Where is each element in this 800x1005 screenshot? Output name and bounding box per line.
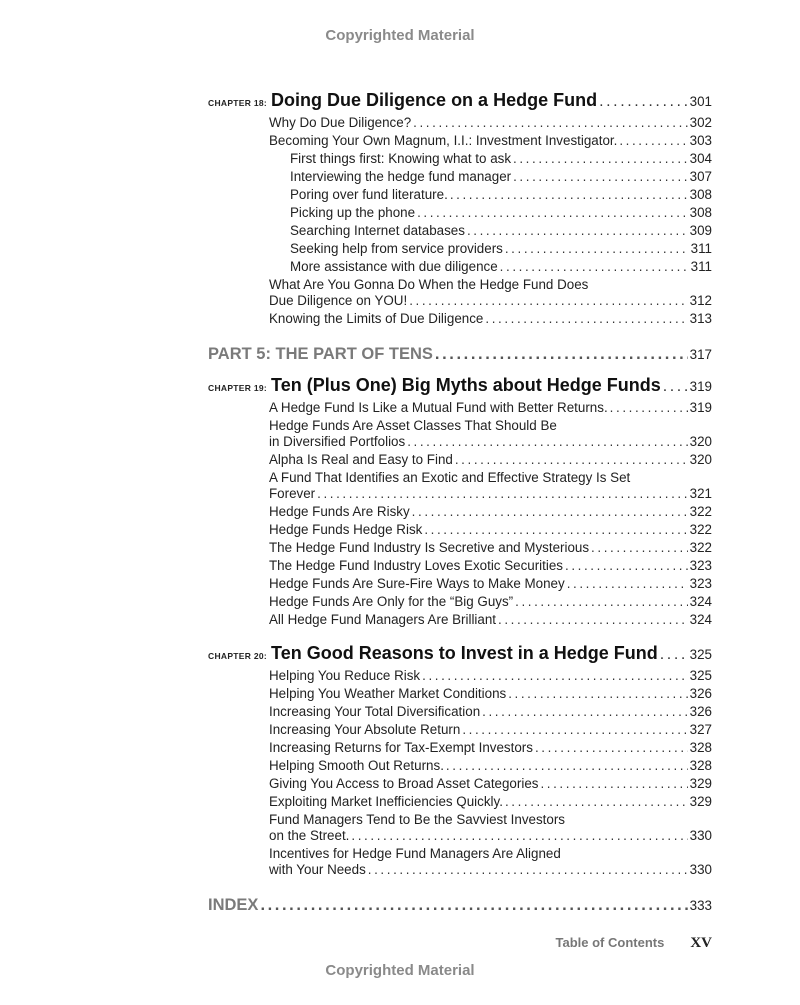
entry-text: Fund Managers Tend to Be the Savviest Investors <box>269 812 565 827</box>
page-number: 322 <box>689 504 712 519</box>
toc-entry[interactable] <box>208 775 712 793</box>
toc-entry[interactable] <box>208 204 712 222</box>
entry-text: Helping You Weather Market Conditions <box>269 686 507 701</box>
entry-text: The Hedge Fund Industry Is Secretive and Mysterious <box>269 540 590 555</box>
toc-entry[interactable] <box>208 539 712 557</box>
dot-leader <box>513 151 688 167</box>
page-number: 329 <box>689 794 712 809</box>
toc-entry[interactable] <box>208 721 712 739</box>
toc-entry[interactable] <box>208 811 712 845</box>
dot-leader <box>424 522 687 538</box>
dot-leader <box>567 576 688 592</box>
chapter-label: CHAPTER 19: <box>208 383 268 393</box>
dot-leader <box>467 223 688 239</box>
dot-leader <box>508 686 687 702</box>
dot-leader <box>462 722 687 738</box>
dot-leader <box>513 169 688 185</box>
toc-entry[interactable] <box>208 503 712 521</box>
toc-entry[interactable] <box>208 310 712 328</box>
entry-text: Increasing Your Absolute Return <box>269 722 461 737</box>
page-footer <box>556 935 712 952</box>
entry-text-continued: Due Diligence on YOU! <box>269 293 408 308</box>
page-number: 319 <box>689 400 712 415</box>
entry-text: Picking up the phone <box>290 205 416 220</box>
page-number: 311 <box>690 259 712 274</box>
page-number: 325 <box>689 647 712 662</box>
entry-text: Helping Smooth Out Returns. <box>269 758 444 773</box>
page-number: 301 <box>689 94 712 109</box>
entry-text: Increasing Returns for Tax-Exempt Investors <box>269 740 533 755</box>
dot-leader <box>417 205 688 221</box>
entry-text: All Hedge Fund Managers Are Brilliant <box>269 612 497 627</box>
page-number: 319 <box>689 379 712 394</box>
page-number: 320 <box>689 452 712 467</box>
page-number: 304 <box>689 151 712 166</box>
entry-text: Exploiting Market Inefficiencies Quickly. <box>269 794 503 809</box>
part-heading[interactable] <box>208 343 712 366</box>
page-number: 322 <box>689 540 712 555</box>
toc-entry[interactable] <box>208 703 712 721</box>
page-number: 330 <box>689 828 712 843</box>
entry-text: Searching Internet databases <box>290 223 465 238</box>
entry-text: Interviewing the hedge fund manager <box>290 169 512 184</box>
page-number: 302 <box>689 115 712 130</box>
dot-leader <box>368 862 688 878</box>
entry-continuation-line <box>269 862 712 878</box>
dot-leader <box>663 376 688 398</box>
entry-text: Helping You Reduce Risk <box>269 668 421 683</box>
footer-page-number: XV <box>690 935 712 951</box>
page-number: 317 <box>689 347 712 362</box>
heading-title: Ten Good Reasons to Invest in a Hedge Fund <box>271 643 658 663</box>
dot-leader <box>565 558 688 574</box>
page-number: 329 <box>689 776 712 791</box>
toc-entry[interactable] <box>208 276 712 310</box>
heading-title: Doing Due Diligence on a Hedge Fund <box>271 90 598 110</box>
page-number: 323 <box>689 576 712 591</box>
dot-leader <box>450 187 688 203</box>
copyright-watermark-bottom: Copyrighted Material <box>325 962 475 979</box>
page-number: 325 <box>689 668 712 683</box>
toc-entry[interactable] <box>208 399 712 417</box>
page-number: 322 <box>689 522 712 537</box>
page-number: 308 <box>689 205 712 220</box>
chapter-label: CHAPTER 20: <box>208 651 268 661</box>
page-number: 326 <box>689 704 712 719</box>
heading-title: Ten (Plus One) Big Myths about Hedge Funds <box>271 375 661 395</box>
dot-leader <box>660 644 688 666</box>
entry-continuation-line <box>269 434 712 450</box>
dot-leader <box>422 668 688 684</box>
page-number: 312 <box>689 293 712 308</box>
entry-text: Why Do Due Diligence? <box>269 115 412 130</box>
toc-entry[interactable] <box>208 451 712 469</box>
dot-leader <box>610 400 688 416</box>
page-number: 311 <box>690 241 712 256</box>
toc-entry[interactable] <box>208 685 712 703</box>
page-number: 313 <box>689 311 712 326</box>
chapter-heading[interactable] <box>208 374 712 399</box>
entry-text: What Are You Gonna Do When the Hedge Fund Does <box>269 277 589 292</box>
entry-text-continued: in Diversified Portfolios <box>269 434 406 449</box>
dot-leader <box>591 540 688 556</box>
dot-leader <box>535 740 688 756</box>
toc-entry[interactable] <box>208 222 712 240</box>
dot-leader <box>260 894 687 916</box>
entry-text: A Hedge Fund Is Like a Mutual Fund with Better Returns. <box>269 400 608 415</box>
dot-leader <box>505 241 689 257</box>
chapter-label: CHAPTER 18: <box>208 98 268 108</box>
page-number: 328 <box>689 740 712 755</box>
entry-text: The Hedge Fund Industry Loves Exotic Securities <box>269 558 563 573</box>
dot-leader <box>317 486 688 502</box>
entry-text: Alpha Is Real and Easy to Find <box>269 452 453 467</box>
page-number: 308 <box>689 187 712 202</box>
chapter-heading[interactable] <box>208 89 712 114</box>
entry-continuation-line <box>269 293 712 309</box>
entry-text: Poring over fund literature. <box>290 187 448 202</box>
page-number: 303 <box>689 133 712 148</box>
entry-text: Hedge Funds Hedge Risk <box>269 522 423 537</box>
dot-leader <box>413 115 688 131</box>
entry-text: Knowing the Limits of Due Diligence <box>269 311 484 326</box>
copyright-watermark-top: Copyrighted Material <box>325 27 475 44</box>
page-number: 323 <box>689 558 712 573</box>
toc-entry[interactable] <box>208 186 712 204</box>
entry-continuation-line <box>269 486 712 502</box>
entry-text: Incentives for Hedge Fund Managers Are Aligned <box>269 846 561 861</box>
entry-text: Seeking help from service providers <box>290 241 503 256</box>
toc-entry[interactable] <box>208 575 712 593</box>
dot-leader <box>407 434 687 450</box>
entry-text: More assistance with due diligence <box>290 259 498 274</box>
toc-entry[interactable] <box>208 593 712 611</box>
table-of-contents <box>208 89 712 917</box>
dot-leader <box>619 133 687 149</box>
dot-leader <box>599 91 688 113</box>
footer-section-title: Table of Contents <box>555 935 665 950</box>
entry-text: Giving You Access to Broad Asset Categories <box>269 776 539 791</box>
entry-text: Hedge Funds Are Only for the “Big Guys” <box>269 594 514 609</box>
toc-entry[interactable] <box>208 521 712 539</box>
page-number: 320 <box>689 434 712 449</box>
chapter-heading[interactable] <box>208 642 712 667</box>
heading-title: PART 5: THE PART OF TENS <box>208 345 433 363</box>
entry-text-continued: on the Street. <box>269 828 350 843</box>
entry-text-continued: with Your Needs <box>269 862 366 877</box>
dot-leader <box>412 504 688 520</box>
dot-leader <box>540 776 687 792</box>
entry-continuation-line <box>269 828 712 844</box>
entry-text: Hedge Funds Are Asset Classes That Should Be <box>269 418 557 433</box>
page-number: 309 <box>689 223 712 238</box>
page-number: 327 <box>689 722 712 737</box>
toc-entry[interactable] <box>208 168 712 186</box>
page-number: 307 <box>689 169 712 184</box>
toc-entry[interactable] <box>208 557 712 575</box>
toc-entry[interactable] <box>208 150 712 168</box>
toc-entry[interactable] <box>208 739 712 757</box>
dot-leader <box>500 259 689 275</box>
page-number: 328 <box>689 758 712 773</box>
entry-text: Hedge Funds Are Risky <box>269 504 410 519</box>
dot-leader <box>455 452 688 468</box>
dot-leader <box>485 311 687 327</box>
toc-entry[interactable] <box>208 469 712 503</box>
toc-entry[interactable] <box>208 845 712 879</box>
dot-leader <box>435 343 688 365</box>
heading-title: INDEX <box>208 896 259 914</box>
page-number: 324 <box>689 612 712 627</box>
page-number: 321 <box>689 486 712 501</box>
dot-leader <box>515 594 688 610</box>
entry-text-continued: Forever <box>269 486 316 501</box>
toc-entry[interactable] <box>208 757 712 775</box>
dot-leader <box>498 612 688 628</box>
entry-text: First things first: Knowing what to ask <box>290 151 512 166</box>
toc-entry[interactable] <box>208 667 712 685</box>
dot-leader <box>446 758 688 774</box>
toc-entry[interactable] <box>208 417 712 451</box>
dot-leader <box>351 828 687 844</box>
entry-text: Becoming Your Own Magnum, I.I.: Investment Investigator. <box>269 133 618 148</box>
entry-text: Hedge Funds Are Sure-Fire Ways to Make Money <box>269 576 565 591</box>
dot-leader <box>409 293 687 309</box>
toc-entry[interactable] <box>208 132 712 150</box>
dot-leader <box>505 794 688 810</box>
dot-leader <box>482 704 688 720</box>
toc-entry[interactable] <box>208 240 712 258</box>
page-number: 324 <box>689 594 712 609</box>
entry-text: A Fund That Identifies an Exotic and Effective Strategy Is Set <box>269 470 631 485</box>
toc-entry[interactable] <box>208 611 712 629</box>
part-heading[interactable] <box>208 894 712 917</box>
toc-entry[interactable] <box>208 114 712 132</box>
entry-text: Increasing Your Total Diversification <box>269 704 481 719</box>
page-number: 333 <box>689 898 712 913</box>
page-number: 326 <box>689 686 712 701</box>
toc-entry[interactable] <box>208 793 712 811</box>
toc-entry[interactable] <box>208 258 712 276</box>
page-number: 330 <box>689 862 712 877</box>
